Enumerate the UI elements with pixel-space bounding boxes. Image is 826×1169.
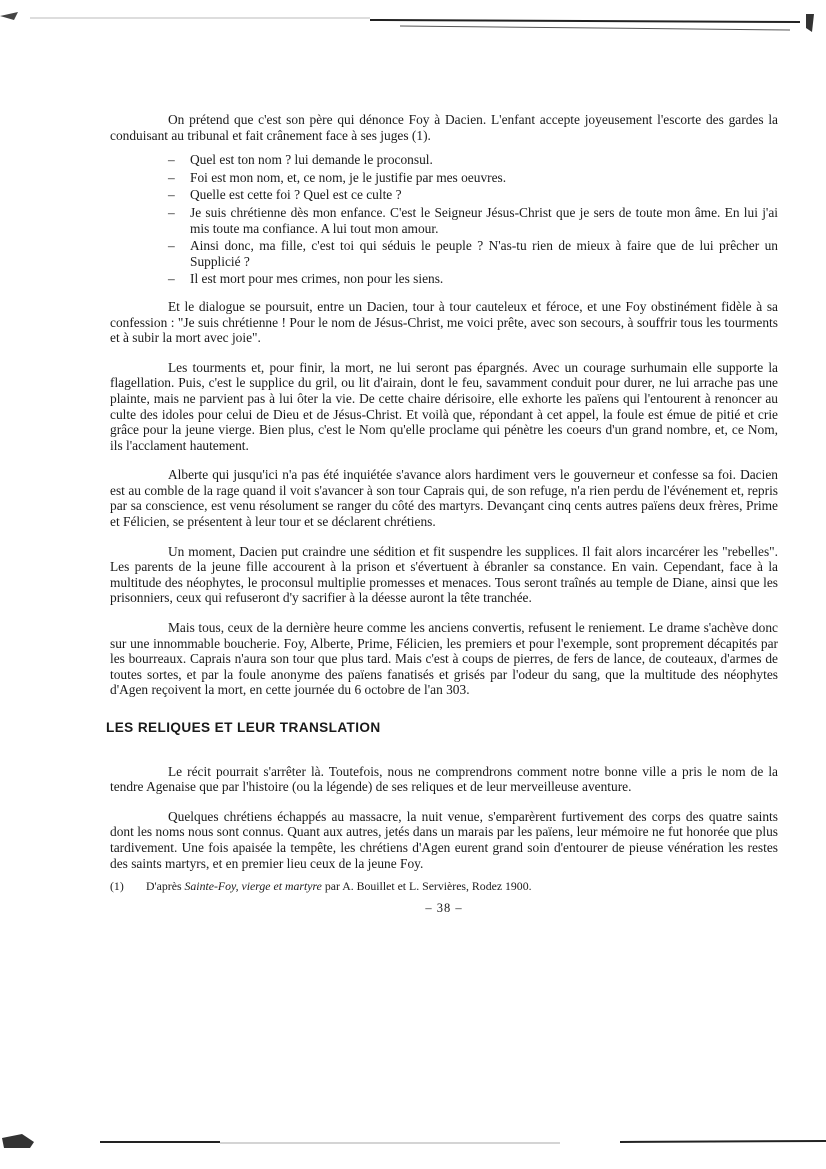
paragraph-2: Et le dialogue se poursuit, entre un Dacien, tour à tour cauteleux et féroce, et une Foy obstinément fidèle à sa confession : "Je suis chrétienne ! Pour le nom de Jésus-Christ, me voici prête, avec son secours, à souffrir tous les tourments et à subir la mort avec joie". — [110, 298, 778, 346]
footnote-title: Sainte-Foy, vierge et martyre — [184, 879, 322, 894]
dialogue-line: – Il est mort pour mes crimes, non pour les siens. — [168, 271, 444, 287]
dialogue-list — [110, 152, 778, 287]
paragraph-6: Mais tous, ceux de la dernière heure comme les anciens convertis, refusent le reniement. Le drame s'achève donc sur une innommable boucherie. Foy, Alberte, Prime, Félicien, les premiers et pour l'exemple, sont proprement décapités par les bourreaux. Caprais n'aura son tour que plus tard. Mais c'est à coups de pierres, de fers de lance, de couteaux, d'armes de toutes sortes, et par la foule anonyme des païens fanatisés et grisés par l'odeur du sang, que la multitude des néophytes d'Agen reçoivent la mort, en cette journée du 6 octobre de l'an 303. — [110, 620, 778, 698]
scan-edge-top — [0, 8, 826, 38]
footnote-suffix: par A. Bouillet et L. Servières, Rodez 1900. — [324, 879, 532, 894]
document-page — [106, 112, 778, 916]
footnote-prefix: D'après — [146, 879, 182, 894]
section-heading: LES RELIQUES ET LEUR TRANSLATION — [106, 720, 381, 735]
dialogue-line: – Quel est ton nom ? lui demande le proconsul. — [168, 152, 433, 168]
paragraph-3: Les tourments et, pour finir, la mort, ne lui seront pas épargnés. Avec un courage surhumain elle supporte la flagellation. Puis, c'est le supplice du gril, ou lit d'airain, dont le feu, savamment conduit pour durer, ne lui arrache pas une plainte, mais ne parvient pas à lui ôter la vie. De cette chaire dérisoire, elle exhorte les païens qui l'entourent à renoncer au culte des idoles pour celui de Dieu et de Jésus-Christ. Et voilà que, répondant à cet appel, la foule est émue de pitié et crie grâce pour la jeune vierge. Bien plus, c'est le Nom qu'elle proclame qui pénètre les coeurs d'un grand nombre, et, ce Nom, ils l'acclament hautement. — [110, 359, 778, 453]
dialogue-line: – Je suis chrétienne dès mon enfance. C'est le Seigneur Jésus-Christ que je sers de toute mon âme. En lui j'ai mis toute ma confiance. A lui tout mon amour. — [168, 204, 778, 236]
footnote — [110, 879, 778, 895]
footnote-number: (1) — [110, 879, 124, 894]
paragraph-1: On prétend que c'est son père qui dénonce Foy à Dacien. L'enfant accepte joyeusement l'escorte des gardes la conduisant au tribunal et fait crânement face à ses juges (1). — [110, 112, 778, 143]
scan-edge-bottom — [0, 1128, 826, 1158]
page-number: – 38 – — [425, 900, 463, 915]
paragraph-4: Alberte qui jusqu'ici n'a pas été inquiétée s'avance alors hardiment vers le gouverneur et confesse sa foi. Dacien est au comble de la rage quand il voit s'avancer à son tour Caprais qui, de son refuge, n'a rien perdu de l'événement et, repris par sa conscience, est venu résolument se ranger du côté des martyrs. Devançant cinq cents autres païens deux frères, Prime et Félicien, se présentent à leur tour et se déclarent chrétiens. — [110, 467, 778, 530]
dialogue-line: – Foi est mon nom, et, ce nom, je le justifie par mes oeuvres. — [168, 169, 507, 185]
dialogue-line: – Ainsi donc, ma fille, c'est toi qui séduis le peuple ? N'as-tu rien de mieux à faire que de lui prêcher un Supplicié ? — [168, 238, 778, 269]
section-paragraph-1: Le récit pourrait s'arrêter là. Toutefois, nous ne comprendrons comment notre bonne ville a pris le nom de la tendre Agenaise que par l'histoire (ou la légende) de ses reliques et de leur merveilleuse aventure. — [110, 763, 778, 795]
paragraph-5: Un moment, Dacien put craindre une sédition et fit suspendre les supplices. Il fait alors incarcérer les "rebelles". Les parents de la jeune fille accourent à la prison et s'évertuent à ébranler sa constance. En vain. Cependant, face à la multitude des néophytes, le proconsul multiplie promesses et menaces. Tous seront traînés au temple de Diane, ainsi que les prisonniers, ceux qui refuseront d'y sacrifier à la déesse auront la tête tranchée. — [110, 543, 778, 606]
dialogue-line: – Quelle est cette foi ? Quel est ce culte ? — [168, 187, 402, 203]
section-paragraph-2: Quelques chrétiens échappés au massacre, la nuit venue, s'emparèrent furtivement des corps des quatre saints dont les noms nous sont connus. Quant aux autres, jetés dans un marais par les païens, leur mémoire ne fut honorée que plus tardivement. Une fois apaisée la tempête, les chrétiens d'Agen eurent grand soin d'entourer de pieuse vénération les restes des saints martyrs, et en premier lieu ceux de la jeune Foy. — [110, 808, 778, 871]
